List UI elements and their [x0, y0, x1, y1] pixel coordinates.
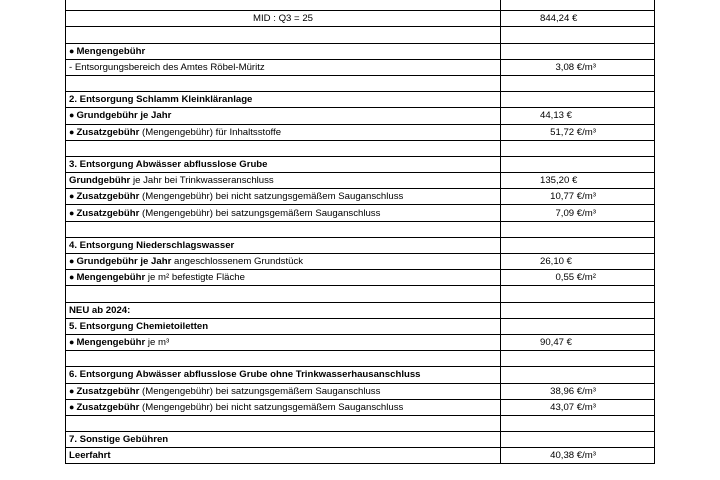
mid-label: MID : Q3 = 25	[66, 11, 501, 27]
empty-cell	[66, 221, 501, 237]
bullet-icon: ●	[69, 337, 75, 348]
empty-cell	[501, 27, 655, 43]
sec7-row1-label: Leerfahrt	[66, 448, 501, 464]
sec6-row1-value: 38,96 €/m³	[501, 383, 655, 399]
empty-cell	[66, 286, 501, 302]
table-row	[66, 367, 655, 383]
sec4-row1-value: 26,10 €	[501, 254, 655, 270]
table-row	[66, 270, 655, 286]
sec4-row1-label: ● Grundgebühr je Jahr angeschlossenem Grundstück	[66, 254, 501, 270]
empty-cell	[66, 351, 501, 367]
sec2-row1-label: ● Grundgebühr je Jahr	[66, 108, 501, 124]
empty-cell	[501, 432, 655, 448]
empty-cell	[501, 156, 655, 172]
table-row	[66, 11, 655, 27]
table-row	[66, 383, 655, 399]
top-value-cell	[501, 0, 655, 11]
sec5-row1-label: ● Mengengebühr je m³	[66, 334, 501, 350]
empty-cell	[501, 302, 655, 318]
bullet-icon: ●	[69, 207, 75, 218]
new-from-2024-label: NEU ab 2024:	[66, 302, 501, 318]
section-4-heading: 4. Entsorgung Niederschlagswasser	[66, 237, 501, 253]
empty-cell	[501, 286, 655, 302]
sec2-row1-value: 44,13 €	[501, 108, 655, 124]
sec2-row2-value: 51,72 €/m³	[501, 124, 655, 140]
fee-table-sheet	[65, 0, 654, 464]
section-2-heading: 2. Entsorgung Schlamm Kleinkläranlage	[66, 92, 501, 108]
sec3-row1-value: 135,20 €	[501, 173, 655, 189]
empty-cell	[501, 221, 655, 237]
top-label-cell	[66, 0, 501, 11]
sec3-row1-label: Grundgebühr je Jahr bei Trinkwasseranschluss	[66, 173, 501, 189]
table-row	[66, 205, 655, 221]
empty-cell	[501, 415, 655, 431]
empty-cell	[501, 367, 655, 383]
table-row	[66, 140, 655, 156]
table-row	[66, 43, 655, 59]
empty-cell	[501, 237, 655, 253]
table-row	[66, 92, 655, 108]
sec6-row2-value: 43,07 €/m³	[501, 399, 655, 415]
sec4-row2-value: 0,55 €/m²	[501, 270, 655, 286]
table-row	[66, 318, 655, 334]
sec3-row2-value: 10,77 €/m³	[501, 189, 655, 205]
bullet-icon: ●	[69, 401, 75, 412]
table-row	[66, 432, 655, 448]
entsorgungsbereich-value: 3,08 €/m³	[501, 59, 655, 75]
bullet-icon: ●	[69, 45, 75, 56]
sec7-row1-value: 40,38 €/m³	[501, 448, 655, 464]
empty-cell	[501, 92, 655, 108]
table-row	[66, 302, 655, 318]
table-row	[66, 156, 655, 172]
mid-value: 844,24 €	[501, 11, 655, 27]
bullet-icon: ●	[69, 272, 75, 283]
bullet-icon: ●	[69, 256, 75, 267]
empty-cell	[501, 43, 655, 59]
bullet-icon: ●	[69, 385, 75, 396]
sec5-row1-value: 90,47 €	[501, 334, 655, 350]
table-row	[66, 237, 655, 253]
empty-cell	[501, 351, 655, 367]
empty-cell	[66, 415, 501, 431]
entsorgungsbereich-label: - Entsorgungsbereich des Amtes Röbel-Müritz	[66, 59, 501, 75]
fee-table	[65, 0, 655, 464]
empty-cell	[66, 27, 501, 43]
table-row	[66, 448, 655, 464]
empty-cell	[501, 140, 655, 156]
table-row	[66, 75, 655, 91]
section-3-heading: 3. Entsorgung Abwässer abflusslose Grube	[66, 156, 501, 172]
table-row	[66, 27, 655, 43]
table-row	[66, 415, 655, 431]
table-row	[66, 124, 655, 140]
section-7-heading: 7. Sonstige Gebühren	[66, 432, 501, 448]
sec4-row2-label: ● Mengengebühr je m² befestigte Fläche	[66, 270, 501, 286]
bullet-icon: ●	[69, 191, 75, 202]
sec3-row3-value: 7,09 €/m³	[501, 205, 655, 221]
empty-cell	[66, 140, 501, 156]
table-row	[66, 399, 655, 415]
mengengebuehr-heading: ● Mengengebühr	[66, 43, 501, 59]
sec2-row2-label: ● Zusatzgebühr (Mengengebühr) für Inhaltsstoffe	[66, 124, 501, 140]
table-row	[66, 108, 655, 124]
empty-cell	[501, 75, 655, 91]
bullet-icon: ●	[69, 126, 75, 137]
table-row	[66, 221, 655, 237]
table-row	[66, 286, 655, 302]
section-6-heading: 6. Entsorgung Abwässer abflusslose Grube ohne Trinkwasserhausanschluss	[66, 367, 501, 383]
table-row	[66, 0, 655, 11]
sec3-row3-label: ● Zusatzgebühr (Mengengebühr) bei satzungsgemäßem Sauganschluss	[66, 205, 501, 221]
section-5-heading: 5. Entsorgung Chemietoiletten	[66, 318, 501, 334]
table-row	[66, 189, 655, 205]
table-row	[66, 351, 655, 367]
empty-cell	[66, 75, 501, 91]
table-row	[66, 334, 655, 350]
table-row	[66, 254, 655, 270]
bullet-icon: ●	[69, 110, 75, 121]
table-row	[66, 59, 655, 75]
empty-cell	[501, 318, 655, 334]
sec3-row2-label: ● Zusatzgebühr (Mengengebühr) bei nicht satzungsgemäßem Sauganschluss	[66, 189, 501, 205]
sec6-row2-label: ● Zusatzgebühr (Mengengebühr) bei nicht satzungsgemäßem Sauganschluss	[66, 399, 501, 415]
table-row	[66, 173, 655, 189]
sec6-row1-label: ● Zusatzgebühr (Mengengebühr) bei satzungsgemäßem Sauganschluss	[66, 383, 501, 399]
